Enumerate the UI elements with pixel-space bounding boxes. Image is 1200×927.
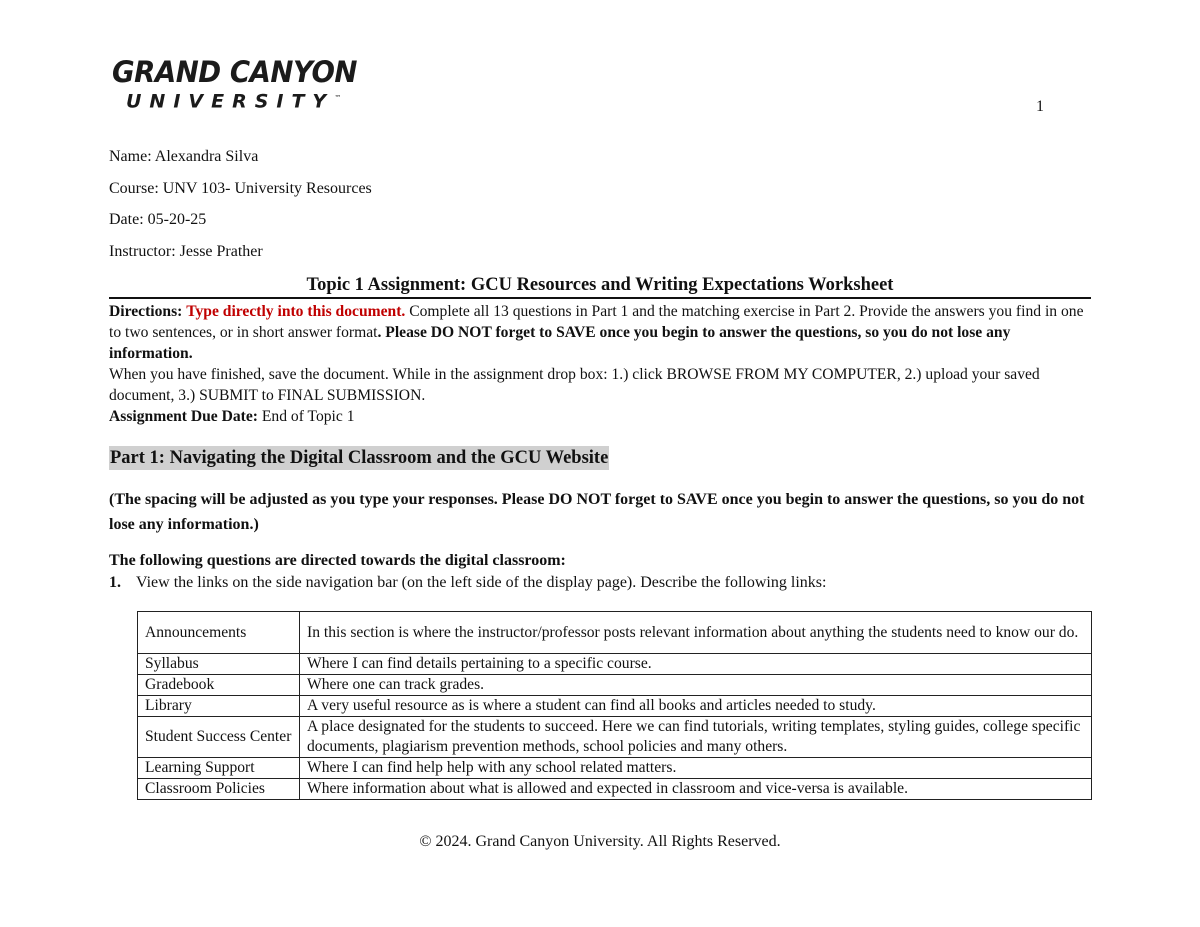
due-date-label: Assignment Due Date:	[109, 408, 258, 425]
links-table	[137, 611, 1092, 800]
due-date	[109, 406, 1094, 427]
link-label: Library	[138, 696, 300, 717]
directions-label: Directions:	[109, 303, 183, 320]
table-row	[138, 779, 1092, 800]
directions-paragraph	[109, 301, 1094, 364]
table-row	[138, 612, 1092, 654]
question-1	[109, 573, 826, 593]
link-answer[interactable]: Where I can find help help with any school related matters.	[300, 758, 1092, 779]
student-name: Name: Alexandra Silva	[109, 148, 259, 165]
gcu-logo	[112, 57, 370, 112]
spacing-note: (The spacing will be adjusted as you type your responses. Please DO NOT forget to SAVE once you begin to answer the questions, so you do not lose any information.)	[109, 491, 1085, 533]
table-row	[138, 696, 1092, 717]
link-answer[interactable]: Where information about what is allowed and expected in classroom and vice-versa is available.	[300, 779, 1092, 800]
directions-emphasis: Type directly into this document.	[186, 303, 406, 320]
question-1-number: 1.	[109, 574, 121, 591]
due-date-value: End of Topic 1	[258, 408, 355, 425]
page-number: 1	[1036, 98, 1044, 115]
link-label: Announcements	[138, 612, 300, 654]
link-answer[interactable]: Where one can track grades.	[300, 675, 1092, 696]
part-1-heading: Part 1: Navigating the Digital Classroom and the GCU Website	[110, 448, 609, 468]
link-answer[interactable]: A place designated for the students to succeed. Here we can find tutorials, writing templates, styling guides, college specific documents, plagiarism prevention methods, school policies and many others.	[300, 717, 1092, 758]
link-answer[interactable]: Where I can find details pertaining to a specific course.	[300, 654, 1092, 675]
table-row	[138, 758, 1092, 779]
table-row	[138, 675, 1092, 696]
classroom-heading: The following questions are directed towards the digital classroom:	[109, 552, 566, 569]
directions-save-warning: . Please DO NOT forget to SAVE once you begin to answer the questions, so you do not lose any information.	[109, 324, 1011, 362]
page-title: Topic 1 Assignment: GCU Resources and Writing Expectations Worksheet	[109, 274, 1091, 299]
copyright-footer: © 2024. Grand Canyon University. All Rights Reserved.	[419, 833, 781, 850]
link-answer[interactable]: In this section is where the instructor/professor posts relevant information about anything the students need to know our do.	[300, 612, 1092, 654]
date: Date: 05-20-25	[109, 211, 207, 228]
question-1-text: View the links on the side navigation bar (on the left side of the display page). Describe the following links:	[136, 574, 827, 591]
directions	[109, 301, 1094, 427]
table-row	[138, 717, 1092, 758]
link-label: Syllabus	[138, 654, 300, 675]
table-row	[138, 654, 1092, 675]
course: Course: UNV 103- University Resources	[109, 180, 372, 197]
logo-line-2: UNIVERSITY™	[126, 90, 342, 113]
link-answer[interactable]: A very useful resource as is where a student can find all books and articles needed to study.	[300, 696, 1092, 717]
directions-text: Complete all 13 questions in Part 1 and the matching exercise in Part 2. Provide the answers you find in one to two sentences, or in short answer format	[109, 303, 1084, 341]
instructor: Instructor: Jesse Prather	[109, 243, 263, 260]
link-label: Gradebook	[138, 675, 300, 696]
link-label: Classroom Policies	[138, 779, 300, 800]
logo-line-1: GRAND CANYON	[112, 55, 358, 89]
submission-instructions: When you have finished, save the document. While in the assignment drop box: 1.) click BROWSE FROM MY COMPUTER, 2.) upload your saved document, 3.) SUBMIT to FINAL SUBMISSION.	[109, 366, 1040, 404]
link-label: Student Success Center	[138, 717, 300, 758]
link-label: Learning Support	[138, 758, 300, 779]
